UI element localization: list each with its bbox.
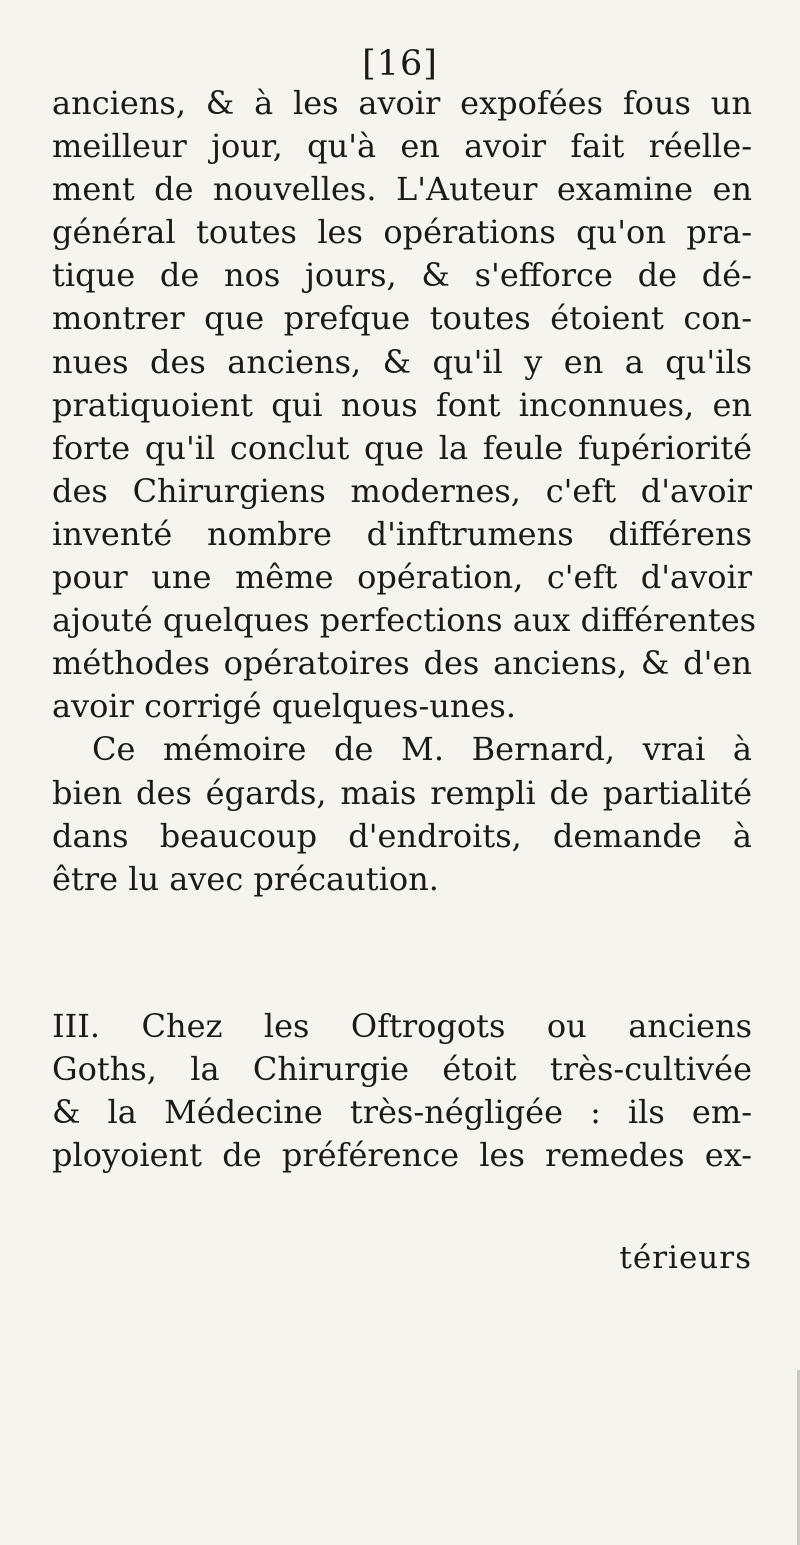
text-line: III. Chez les Oftrogots ou anciens — [52, 1007, 752, 1045]
text-line: pour une même opération, c'eft d'avoir — [52, 558, 752, 597]
text-line: dans beaucoup d'endroits, demande à — [52, 816, 752, 855]
text-line: inventé nombre d'inftrumens différens — [52, 514, 752, 553]
text-block-section-iii — [52, 1005, 752, 1177]
text-line: ployoient de préférence les remedes ex- — [52, 1136, 752, 1175]
text-line: forte qu'il conclut que la feule fupériorité — [52, 428, 752, 467]
text-line: ajouté quelques perfections aux différentes — [52, 601, 757, 640]
text-line: méthodes opératoires des anciens, & d'en — [52, 644, 752, 683]
text-line: anciens, & à les avoir expofées fous un — [52, 84, 752, 122]
text-line: avoir corrigé quelques-unes. — [52, 687, 517, 726]
text-line: être lu avec précaution. — [52, 859, 439, 898]
text-line: pratiquoient qui nous font inconnues, en — [52, 385, 752, 424]
text-line: tique de nos jours, & s'efforce de dé- — [52, 256, 752, 295]
page-number: [16] — [362, 44, 438, 84]
text-line: Goths, la Chirurgie étoit très-cultivée — [52, 1050, 752, 1089]
text-line: ment de nouvelles. L'Auteur examine en — [52, 170, 752, 209]
catchword: térieurs — [619, 1240, 752, 1276]
text-line: bien des égards, mais rempli de partialité — [52, 773, 752, 812]
text-block-main — [52, 82, 757, 901]
text-line: & la Médecine très-négligée : ils em- — [52, 1093, 752, 1132]
text-line: nues des anciens, & qu'il y en a qu'ils — [52, 342, 752, 381]
text-line: Ce mémoire de M. Bernard, vrai à — [92, 730, 752, 769]
text-line: montrer que prefque toutes étoient con- — [52, 299, 752, 338]
text-line: général toutes les opérations qu'on pra- — [52, 213, 752, 252]
text-line: meilleur jour, qu'à en avoir fait réelle- — [52, 127, 752, 166]
text-line: des Chirurgiens modernes, c'eft d'avoir — [52, 471, 752, 510]
